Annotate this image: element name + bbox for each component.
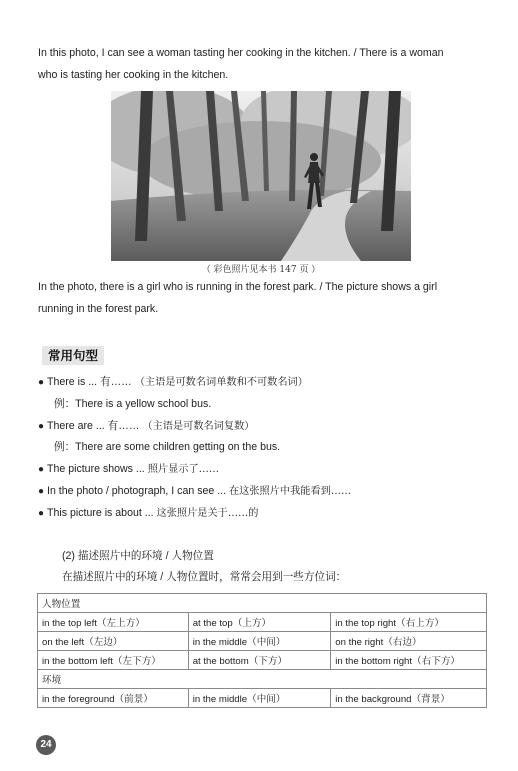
table-cell: on the left（左边）	[38, 632, 189, 651]
pattern-en: There is ... 有……	[47, 376, 132, 388]
position-words-table	[37, 593, 487, 708]
group-label-environment: 环境	[38, 670, 487, 689]
table-cell: at the bottom（下方）	[188, 651, 331, 670]
description-line-2: running in the forest park.	[38, 303, 159, 315]
table-group-row	[38, 670, 487, 689]
table-group-row	[38, 594, 487, 613]
description-line-1: In the photo, there is a girl who is running in the forest park. / The picture shows a girl	[38, 281, 438, 293]
pattern-note: （主语是可数名词单数和不可数名词）	[134, 377, 308, 388]
group-label-person-position: 人物位置	[38, 594, 487, 613]
table-cell: in the top left（左上方）	[38, 613, 189, 632]
table-cell: at the top（上方）	[188, 613, 331, 632]
subsection-intro: 在描述照片中的环境 / 人物位置时，常常会用到一些方位词：	[62, 571, 347, 583]
bullet-icon: ●	[38, 464, 45, 476]
pattern-item	[38, 416, 498, 438]
example-text: 例：There are some children getting on the bus.	[54, 441, 281, 454]
pattern-item	[38, 372, 498, 394]
table-row	[38, 632, 487, 651]
pattern-note: （主语是可数名词复数）	[142, 420, 255, 432]
table-row	[38, 651, 487, 670]
table-row	[38, 613, 487, 632]
bullet-icon: ●	[38, 485, 45, 497]
pattern-example	[38, 394, 498, 416]
intro-line-2: who is tasting her cooking in the kitchen.	[38, 69, 229, 81]
intro-paragraph	[38, 42, 490, 86]
sentence-pattern-list	[38, 372, 498, 525]
pattern-note: 照片显示了……	[147, 464, 220, 476]
table-cell: in the middle（中间）	[188, 632, 331, 651]
table-cell: in the foreground（前景）	[38, 689, 189, 708]
pattern-example	[38, 437, 498, 459]
pattern-en: There are ... 有……	[47, 419, 140, 432]
section-heading: 常用句型	[42, 346, 104, 365]
subsection-title: (2) 描述照片中的环境 / 人物位置	[62, 550, 214, 562]
pattern-note: 这张照片是关于……的	[156, 507, 259, 519]
forest-photo-illustration	[111, 91, 411, 261]
photo-caption: （ 彩色照片见本书 147 页 ）	[201, 265, 321, 275]
table-cell: in the bottom right（右下方）	[331, 651, 487, 670]
photo-description-paragraph	[38, 276, 490, 320]
example-text: 例：There is a yellow school bus.	[54, 397, 212, 410]
pattern-en: In the photo / photograph, I can see ...	[47, 484, 227, 497]
pattern-item	[38, 481, 498, 503]
table-cell: in the bottom left（左下方）	[38, 651, 189, 670]
table-cell: in the background（背景）	[331, 689, 487, 708]
page-number-badge: 24	[36, 735, 56, 755]
bullet-icon: ●	[38, 377, 45, 388]
pattern-item	[38, 503, 498, 525]
table-cell: on the right（右边）	[331, 632, 487, 651]
forest-running-photo	[111, 91, 411, 261]
pattern-item	[38, 459, 498, 481]
bullet-icon: ●	[38, 507, 45, 519]
pattern-en: The picture shows ...	[47, 463, 145, 476]
table-row	[38, 689, 487, 708]
table-cell: in the top right（右上方）	[331, 613, 487, 632]
bullet-icon: ●	[38, 420, 45, 432]
pattern-en: This picture is about ...	[47, 506, 154, 519]
table-cell: in the middle（中间）	[188, 689, 331, 708]
intro-line-1: In this photo, I can see a woman tasting her cooking in the kitchen. / There is a woman	[38, 47, 444, 59]
pattern-note: 在这张照片中我能看到……	[229, 485, 352, 497]
